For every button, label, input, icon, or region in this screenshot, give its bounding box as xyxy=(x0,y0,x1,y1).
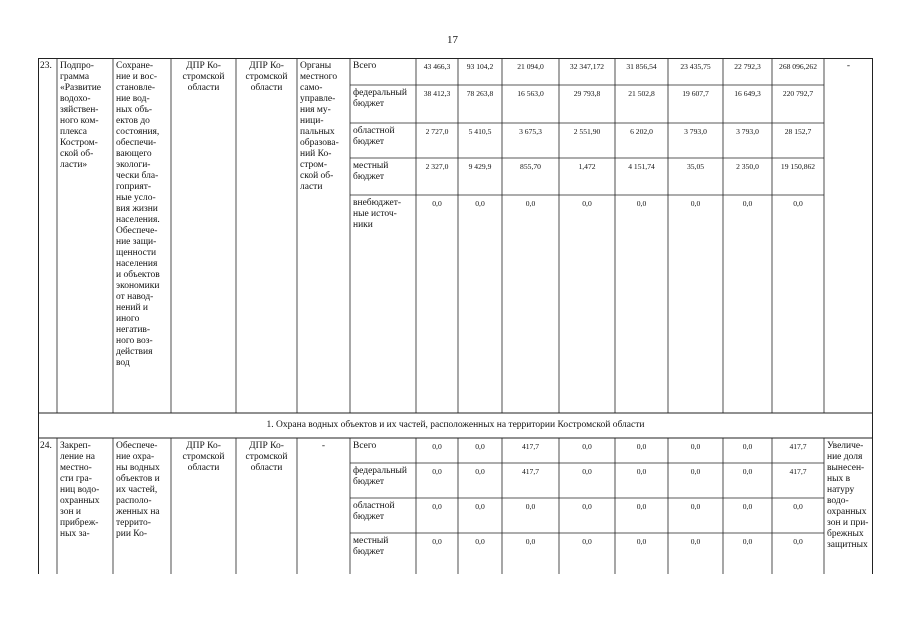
funding-value: 0,0 xyxy=(690,442,701,451)
program-goal: Обеспече- ние охра- ны водных объектов и их частей, располо- женных на террито- рии Ко- xyxy=(116,441,160,539)
funding-value: 29 793,8 xyxy=(573,89,601,98)
funding-value: 31 856,54 xyxy=(626,62,657,71)
funding-source-label: областной бюджет xyxy=(353,501,395,522)
section-title: 1. Охрана водных объектов и их частей, расположенных на территории Костромской области xyxy=(266,420,645,430)
funding-value: 0,0 xyxy=(475,442,485,451)
funding-value: 0,0 xyxy=(525,502,536,511)
funding-value: 38 412,3 xyxy=(423,89,451,98)
funding-value: 21 094,0 xyxy=(517,62,544,71)
page-number: 17 xyxy=(447,34,458,46)
funding-value: 417,7 xyxy=(789,442,807,451)
funding-source-label: Всего xyxy=(353,61,377,71)
funding-value: 2 350,0 xyxy=(736,162,759,171)
funding-value: 0,0 xyxy=(636,537,647,546)
responsible-executor: ДПР Ко- стромской области xyxy=(182,441,225,473)
funding-source-label: федеральный бюджет xyxy=(353,88,407,109)
funding-source-label: местный бюджет xyxy=(353,161,389,182)
funding-value: 93 104,2 xyxy=(466,62,494,71)
funding-value: 417,7 xyxy=(521,442,540,451)
funding-value: 0,0 xyxy=(525,537,536,546)
co-executor: ДПР Ко- стромской области xyxy=(245,61,288,93)
funding-value: 0,0 xyxy=(582,442,592,451)
funding-value: 0,0 xyxy=(636,467,647,476)
funding-value: 2 551,90 xyxy=(573,127,601,136)
funding-value: 23 435,75 xyxy=(680,62,711,71)
funding-value: 0,0 xyxy=(582,537,592,546)
funding-value: 0,0 xyxy=(582,199,592,208)
funding-value: 0,0 xyxy=(432,199,442,208)
funding-value: 220 792,7 xyxy=(782,89,814,98)
program-name: Подпро- грамма «Развитие водохо- зяйствен- ного ком- плекса Костром- ской об- ласти» xyxy=(60,61,102,170)
funding-value: 2 727,0 xyxy=(425,127,449,136)
funding-value: 0,0 xyxy=(742,537,753,546)
funding-value: 16 649,3 xyxy=(734,89,761,98)
funding-value: 3 675,3 xyxy=(519,127,542,136)
row-number: 24. xyxy=(40,441,52,451)
expected-result: Увеличе- ние доля вынесен- ных в натуру водо- охранных зон и при- брежных защитных xyxy=(827,441,869,550)
funding-value: 43 466,3 xyxy=(423,62,451,71)
funding-value: 0,0 xyxy=(793,502,803,511)
funding-value: 19 607,7 xyxy=(682,89,709,98)
funding-value: 0,0 xyxy=(432,502,442,511)
funding-value: 0,0 xyxy=(690,199,701,208)
funding-source-label: областной бюджет xyxy=(353,126,395,147)
funding-value: 3 793,0 xyxy=(736,127,759,136)
funding-value: 855,70 xyxy=(520,162,541,171)
funding-value: 0,0 xyxy=(582,502,592,511)
funding-value: 0,0 xyxy=(525,199,536,208)
funding-value: 22 792,3 xyxy=(734,62,761,71)
funding-value: 0,0 xyxy=(475,502,485,511)
funding-value: 16 563,0 xyxy=(517,89,544,98)
funding-value: 6 202,0 xyxy=(630,127,653,136)
funding-value: 0,0 xyxy=(690,537,701,546)
funding-value: 19 150,862 xyxy=(780,162,816,171)
funding-value: 4 151,74 xyxy=(628,162,655,171)
funding-value: 28 152,7 xyxy=(784,127,812,136)
row-number: 23. xyxy=(40,61,52,71)
program-name: Закреп- ление на местно- сти гра- ниц водо- охранных зон и прибреж- ных за- xyxy=(60,441,100,539)
funding-value: 0,0 xyxy=(475,199,485,208)
funding-source-label: Всего xyxy=(353,441,377,451)
expected-result: - xyxy=(846,61,851,71)
funding-value: 0,0 xyxy=(432,442,442,451)
program-goal: Сохране- ние и вос- становле- ние вод- ных объ- ектов до состояния, обеспечи- вающего экологи- чески бла- гоприят- ные усло- вия жизни населения. Обеспече- ние защи- щенности населения и объектов экономики от навод- нений и иного негатив- ного воз- действия вод xyxy=(116,61,160,368)
funding-value: 78 263,8 xyxy=(466,89,494,98)
participants: Органы местного само- управле- ния му- ници- пальных образова- ний Ко- стром- ской об- ласти xyxy=(300,61,339,192)
funding-value: 0,0 xyxy=(690,467,701,476)
funding-value: 1,472 xyxy=(578,162,596,171)
funding-value: 0,0 xyxy=(793,199,803,208)
funding-value: 3 793,0 xyxy=(684,127,707,136)
funding-value: 0,0 xyxy=(636,199,647,208)
funding-value: 268 096,262 xyxy=(779,62,817,71)
funding-source-label: местный бюджет xyxy=(353,536,389,557)
funding-value: 0,0 xyxy=(742,467,753,476)
funding-source-label: внебюджет- ные источ- ники xyxy=(353,198,402,230)
funding-value: 21 502,8 xyxy=(628,89,655,98)
funding-value: 0,0 xyxy=(742,502,753,511)
program-table xyxy=(38,58,873,574)
funding-value: 417,7 xyxy=(521,467,540,476)
funding-value: 0,0 xyxy=(636,442,647,451)
co-executor: ДПР Ко- стромской области xyxy=(245,441,288,473)
funding-value: 35,05 xyxy=(686,162,705,171)
funding-value: 0,0 xyxy=(793,537,803,546)
funding-value: 0,0 xyxy=(582,467,592,476)
funding-value: 2 327,0 xyxy=(425,162,449,171)
funding-value: 0,0 xyxy=(742,442,753,451)
funding-value: 0,0 xyxy=(475,537,485,546)
funding-value: 0,0 xyxy=(475,467,485,476)
funding-value: 5 410,5 xyxy=(468,127,492,136)
funding-value: 0,0 xyxy=(690,502,701,511)
funding-value: 0,0 xyxy=(742,199,753,208)
responsible-executor: ДПР Ко- стромской области xyxy=(182,61,225,93)
funding-value: 32 347,172 xyxy=(569,62,605,71)
funding-value: 0,0 xyxy=(636,502,647,511)
funding-value: 417,7 xyxy=(789,467,807,476)
funding-value: 0,0 xyxy=(432,537,442,546)
funding-value: 9 429,9 xyxy=(468,162,492,171)
participants: - xyxy=(321,441,326,451)
funding-value: 0,0 xyxy=(432,467,442,476)
funding-source-label: федеральный бюджет xyxy=(353,466,407,487)
